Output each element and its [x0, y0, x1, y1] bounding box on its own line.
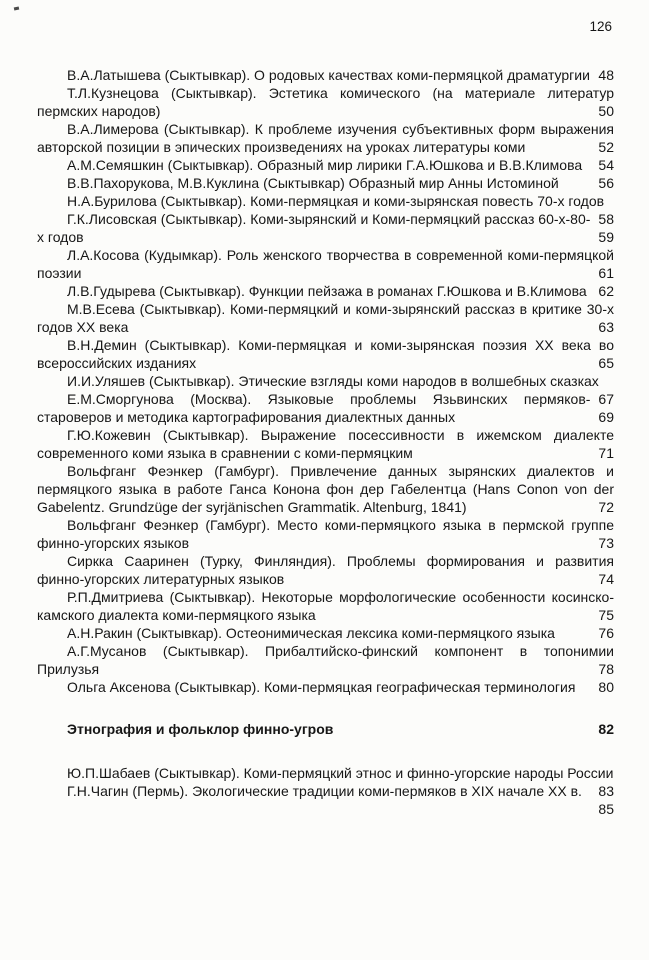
entry-page-number: 75	[598, 607, 614, 623]
entry-page-number: 56	[598, 175, 614, 191]
toc-entry	[37, 174, 614, 192]
toc-entry	[37, 552, 614, 588]
entry-page-number: 80	[598, 679, 614, 695]
toc-entry	[37, 678, 614, 696]
toc-entry	[37, 588, 614, 624]
entry-text: В.В.Пахорукова, М.В.Куклина (Сыктывкар) Образный мир Анны Истоминой	[67, 175, 559, 191]
toc-entry	[37, 516, 614, 552]
entry-page-number: 78	[598, 661, 614, 677]
toc-entry	[37, 84, 614, 120]
entry-text: А.Н.Ракин (Сыктывкар). Остеонимическая лексика коми-пермяцкого языка	[67, 625, 555, 641]
entry-page-number: 65	[598, 355, 614, 371]
entry-text: Т.Л.Кузнецова (Сыктывкар). Эстетика комического (на материале литератур пермских народов)	[37, 85, 614, 119]
toc-entry	[37, 372, 614, 407]
entry-page-number: 62	[598, 283, 614, 299]
entry-text: Л.А.Косова (Кудымкар). Роль женского творчества в современной коми-пермяцкой поэзии	[37, 247, 614, 281]
entry-text: Вольфганг Феэнкер (Гамбург). Место коми-пермяцкого языка в пермской группе финно-угорских языков	[37, 517, 614, 551]
toc-entry	[37, 66, 614, 84]
toc-entry	[37, 156, 614, 174]
entry-text: А.Г.Мусанов (Сыктывкар). Прибалтийско-финский компонент в топонимии Прилузья	[37, 643, 614, 677]
entry-page-number: 76	[598, 625, 614, 641]
entry-text: Ольга Аксенова (Сыктывкар). Коми-пермяцкая географическая терминология	[67, 679, 576, 695]
entry-page-number: 52	[598, 139, 614, 155]
toc-entry	[37, 642, 614, 678]
entry-text: Сиркка Сааринен (Турку, Финляндия). Проблемы формирования и развития финно-угорских литературных языков	[37, 553, 614, 587]
toc-entry	[37, 210, 614, 246]
entry-page-number: 58	[598, 211, 614, 227]
entry-text: Е.М.Сморгунова (Москва). Языковые проблемы Язьвинских пермяков-староверов и методика картографирования диалектных данных	[37, 391, 591, 425]
toc-entry	[37, 336, 614, 372]
entry-page-number: 73	[598, 535, 614, 551]
scan-artifact	[14, 7, 20, 11]
section-title: Этнография и фольклор финно-угров	[67, 721, 334, 737]
entry-page-number: 74	[598, 571, 614, 587]
toc-entry	[37, 462, 614, 516]
toc-entry	[37, 300, 614, 336]
entry-page-number: 71	[598, 445, 614, 461]
entry-page-number: 48	[598, 67, 614, 83]
entry-text: Г.К.Лисовская (Сыктывкар). Коми-зырянский и Коми-пермяцкий рассказ 60-х-80-х годов	[37, 211, 591, 245]
toc-entry	[37, 390, 614, 426]
entry-text: В.А.Лимерова (Сыктывкар). К проблеме изучения субъективных форм выражения авторской позиции в эпических произведениях на уроках литературы коми	[37, 121, 614, 155]
toc-entry	[37, 120, 614, 156]
entry-page-number: 67	[598, 391, 614, 407]
entry-page-number: 61	[598, 265, 614, 281]
toc-entry	[37, 426, 614, 462]
page-number: 126	[589, 19, 612, 34]
toc-entry	[37, 782, 614, 817]
entry-text: В.А.Латышева (Сыктывкар). О родовых качествах коми-пермяцкой драматургии	[67, 67, 590, 83]
toc-entry	[37, 192, 614, 227]
entry-text: Вольфганг Феэнкер (Гамбург). Привлечение данных зырянских диалектов и пермяцкого языка в работе Ганса Конона фон дер Габелентца (Hans Conon von der Gabelentz. Grundzüge der syrjänischen Grammatik. Altenburg, 1841)	[37, 463, 614, 515]
table-of-contents	[37, 66, 614, 817]
page-header	[37, 18, 612, 36]
entry-text: М.В.Есева (Сыктывкар). Коми-пермяцкий и коми-зырянский рассказ в критике 30-х годов XX века	[37, 301, 614, 335]
entry-text: Л.В.Гудырева (Сыктывкар). Функции пейзажа в романах Г.Юшкова и В.Климова	[67, 283, 587, 299]
entry-page-number: 83	[598, 783, 614, 799]
entry-text: Г.Н.Чагин (Пермь). Экологические традиции коми-пермяков в XIX начале XX в.	[67, 783, 582, 799]
entry-text: В.Н.Демин (Сыктывкар). Коми-пермяцкая и коми-зырянская поэзия XX века во всероссийских изданиях	[37, 337, 614, 371]
entry-page-number: 50	[598, 103, 614, 119]
entry-page-number: 54	[598, 157, 614, 173]
entry-text: Ю.П.Шабаев (Сыктывкар). Коми-пермяцкий этнос и финно-угорские народы России	[67, 765, 614, 781]
toc-entry	[37, 282, 614, 300]
entry-text: Р.П.Дмитриева (Сыктывкар). Некоторые морфологические особенности косинско-камского диалекта коми-пермяцкого языка	[37, 589, 614, 623]
toc-entry	[37, 624, 614, 642]
entry-text: А.М.Семяшкин (Сыктывкар). Образный мир лирики Г.А.Юшкова и В.В.Климова	[67, 157, 583, 173]
toc-entry	[37, 246, 614, 282]
section-page-number: 82	[598, 721, 614, 737]
entry-page-number: 69	[598, 409, 614, 425]
entry-text: И.И.Уляшев (Сыктывкар). Этические взгляды коми народов в волшебных сказках	[67, 373, 599, 389]
section-heading	[37, 720, 614, 738]
entry-page-number: 59	[598, 229, 614, 245]
entry-text: Г.Ю.Кожевин (Сыктывкар). Выражение посессивности в ижемском диалекте современного коми языка в сравнении с коми-пермяцким	[37, 427, 614, 461]
entry-page-number: 85	[598, 801, 614, 817]
entry-text: Н.А.Бурилова (Сыктывкар). Коми-пермяцкая и коми-зырянская повесть 70-х годов	[67, 193, 605, 209]
entry-page-number: 63	[598, 319, 614, 335]
entry-page-number: 72	[598, 499, 614, 515]
